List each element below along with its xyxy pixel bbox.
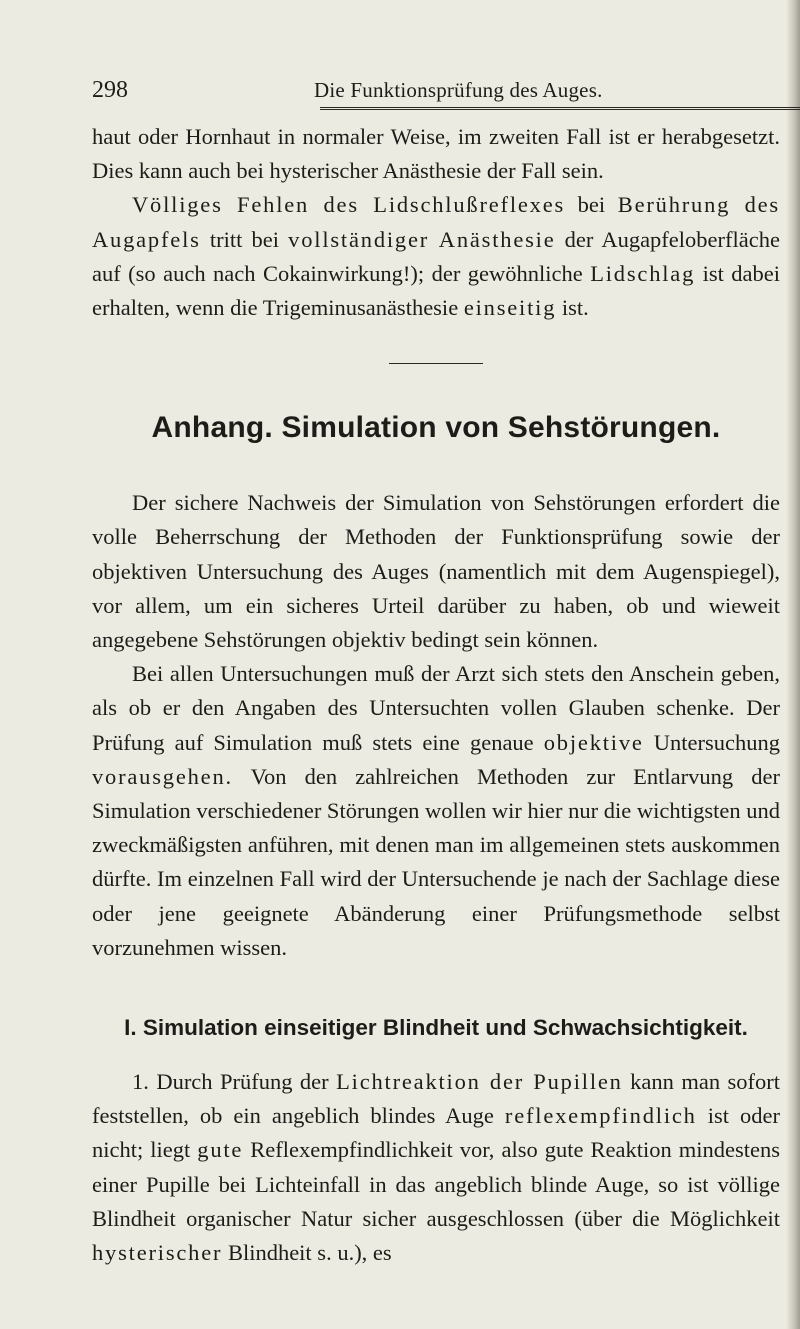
paragraph-continued: haut oder Hornhaut in normaler Weise, im zweiten Fall ist er herabgesetzt. Dies kann auch bei hysterischer Anästhesie der Fall sein. bbox=[92, 124, 780, 184]
paragraph-untersuchungen: Bei allen Untersuchungen muß der Arzt sich stets den Anschein geben, als ob er den Angaben des Untersuchten vollen Glauben schenke. Der Prüfung auf Simulation muß stets eine genaue objektive Untersuchung vorausgehen. Von den zahlreichen Methoden zur Entlarvung der Simulation verschiedener Störungen wollen wir hier nur die wichtigsten und zweckmäßigsten anführen, mit denen man im allgemeinen stets auskommen dürfte. Im einzelnen Fall wird der Untersuchende je nach der Sachlage diese oder jene geeignete Abänderung einer Prüfungsmethode selbst vorzunehmen wissen. bbox=[92, 661, 780, 960]
paragraph-nachweis: Der sichere Nachweis der Simulation von Sehstörungen erfordert die volle Beherrschung der Methoden der Funktionsprüfung sowie der objektiven Untersuchung des Auges (namentlich mit dem Augenspiegel), vor allem, um ein sicheres Urteil darüber zu haben, ob und wieweit angegebene Sehstörungen objektiv bedingt sein können. bbox=[92, 490, 780, 653]
spaced-emphasis: Berührung des Augapfels bbox=[92, 192, 780, 252]
page-number: 298 bbox=[92, 77, 128, 103]
section-separator-rule bbox=[389, 363, 483, 364]
header-double-rule bbox=[320, 107, 800, 110]
section-title: I. Simulation einseitiger Blindheit und Schwachsichtigkeit. bbox=[124, 1015, 748, 1041]
page-body bbox=[92, 120, 780, 1270]
spaced-emphasis: gute bbox=[197, 1137, 244, 1163]
spaced-emphasis: hysterischer bbox=[92, 1240, 223, 1266]
page-header bbox=[92, 74, 780, 110]
spaced-emphasis: Lichtreaktion der Pupillen bbox=[336, 1069, 623, 1095]
spaced-emphasis: objektive bbox=[543, 729, 644, 755]
appendix-title: Anhang. Simulation von Sehstörungen. bbox=[151, 411, 721, 445]
running-head: Die Funktionsprüfung des Auges. bbox=[314, 78, 603, 102]
spaced-emphasis: Völliges Fehlen des Lidschlußreflexes bbox=[132, 192, 566, 218]
spaced-emphasis: vorausgehen. bbox=[92, 763, 233, 789]
spaced-emphasis: einseitig bbox=[463, 295, 557, 321]
spaced-emphasis: vollständiger Anästhesie bbox=[288, 226, 556, 252]
paragraph-lichtreaktion: 1. Durch Prüfung der Lichtreaktion der Pupillen kann man sofort feststellen, ob ein angeblich blindes Auge reflexempfindlich ist oder nicht; liegt gute Reflexempfindlichkeit vor, also gute Reaktion mindestens einer Pupille bei Lichteinfall in das angeblich blinde Auge, so ist völlige Blindheit organischer Natur sicher ausgeschlossen (über die Möglichkeit hysterischer Blindheit s. u.), es bbox=[92, 1069, 781, 1266]
spaced-emphasis: reflexempfindlich bbox=[504, 1103, 697, 1129]
page-edge-shadow bbox=[786, 0, 800, 1329]
paragraph-lidschluss: Völliges Fehlen des Lidschlußreflexes bei Berührung des Augapfels tritt bei vollständiger Anästhesie der Augapfeloberfläche auf (so auch nach Cokainwirkung!); der gewöhnliche Lidschlag ist dabei erhalten, wenn die Trigeminusanästhesie einseitig ist. bbox=[92, 192, 781, 321]
spaced-emphasis: Lidschlag bbox=[590, 260, 696, 286]
